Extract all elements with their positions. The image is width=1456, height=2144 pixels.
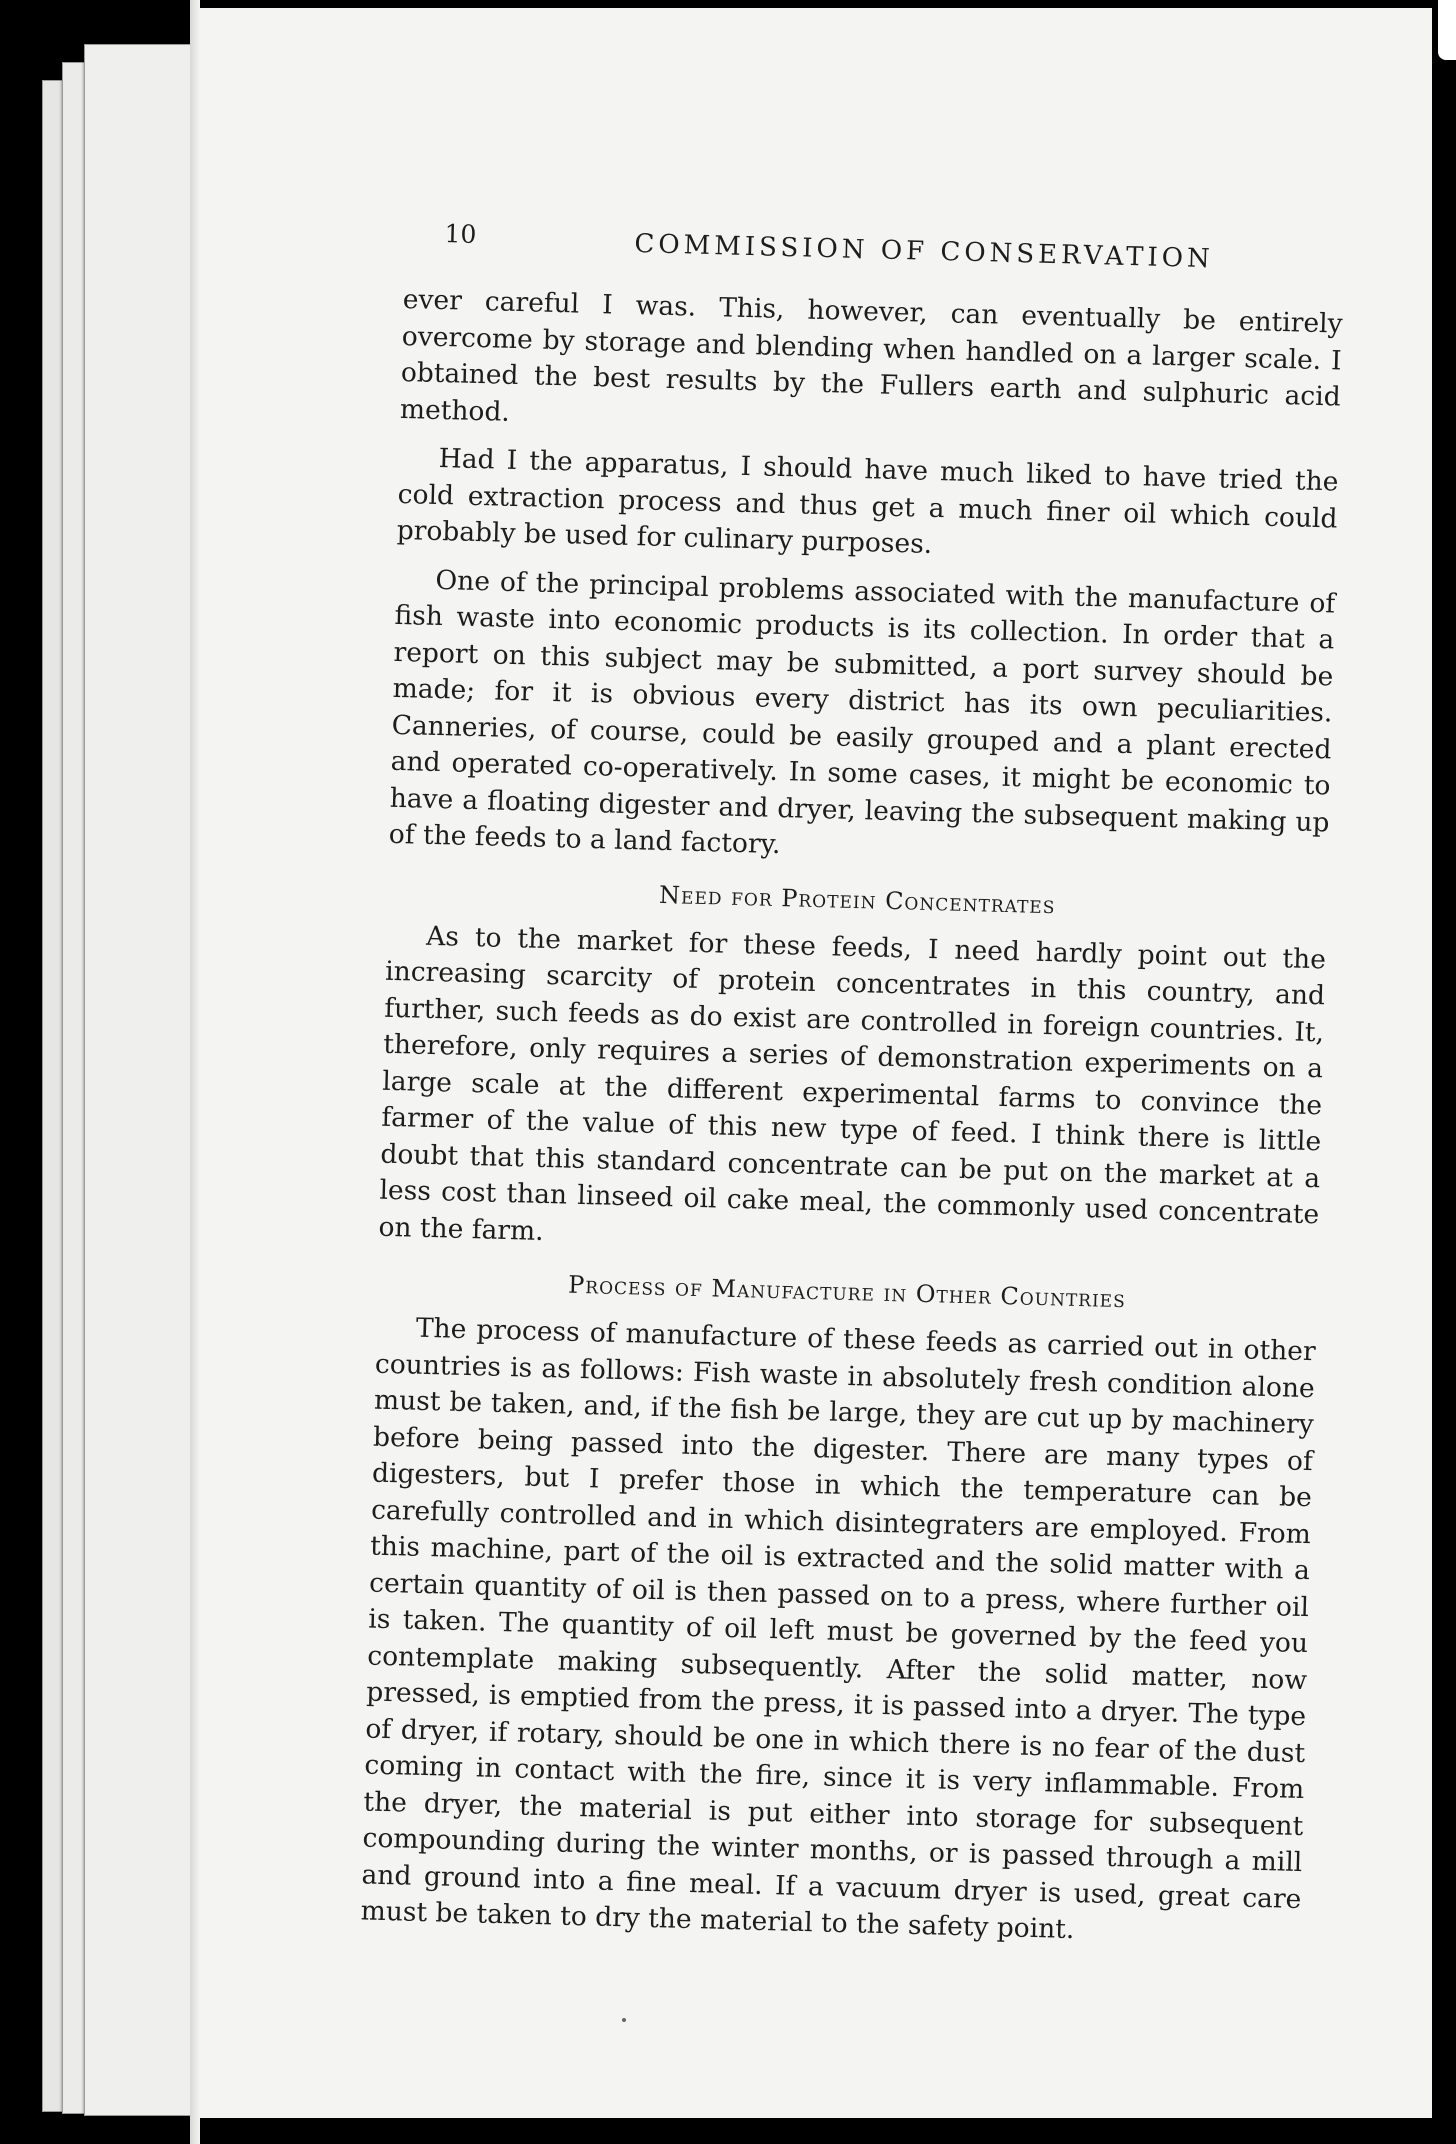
section-heading: Process of Manufacture in Other Countries: [567, 1270, 1127, 1314]
scan-border: [1432, 0, 1456, 2144]
scan-edge-mark: [1438, 0, 1456, 60]
body-paragraph: Had I the apparatus, I should have much liked to have tried the cold extraction process and thus get a much finer oil which could probably be used for culinary purposes.: [396, 442, 1339, 560]
body-paragraph: ever careful I was. This, however, can eventually be entirely overcome by storage and blending when handled on a larger scale. I obtained the best results by the Fullers earth and sulphuric acid method.: [399, 283, 1343, 428]
running-title: COMMISSION OF CONSERVATION: [634, 229, 1215, 275]
section-heading: Need for Protein Concentrates: [658, 880, 1056, 919]
page-content: [360, 218, 1345, 1967]
page-number: 10: [444, 219, 477, 249]
body-paragraph: One of the principal problems associated with the manufacture of fish waste into economic products is its collection. In order that a report on this subject may be submitted, a port survey should be made; for it is obvious every district has its own peculiarities. Canneries, of course, could be easily grouped and a plant erected and operated co-operatively. In some cases, it might be economic to have a floating digester and dryer, leaving the subsequent making up of the feeds to a land factory.: [388, 564, 1336, 861]
page-binding-shadow: [190, 0, 200, 2144]
body-paragraph: The process of manufacture of these feeds as carried out in other countries is as follows: Fish waste in absolutely fresh condition alone must be taken, and, if the fish be large, they are cut up by machinery before being passed into the digester. There are many types of digesters, but I prefer those in which the temperature can be carefully controlled and in which disintegraters are employed. From this machine, part of the oil is extracted and the solid matter with a certain quantity of oil is then passed on to a press, where further oil is taken. The quantity of oil left must be governed by the feed you contemplate making subsequently. After the solid matter, now pressed, is emptied from the press, it is passed into a dryer. The type of dryer, if rotary, should be one in which there is no fear of the dust coming in contact with the fire, since it is very inflammable. From the dryer, the material is put either into storage for subsequent compounding during the winter months, or is passed through a mill and ground into a fine meal. If a vacuum dryer is used, great care must be taken to dry the material to the safety point.: [360, 1312, 1317, 1946]
paper-speck: [622, 2018, 626, 2022]
body-paragraph: As to the market for these feeds, I need hardly point out the increasing scarcity of protein concentrates in this country, and further, such feeds as do exist are controlled in foreign countries. It, therefore, only requires a series of demonstration experiments on a large scale at the different experimental farms to convince the farmer of the value of this new type of feed. I think there is little doubt that this standard concentrate can be put on the market at a less cost than linseed oil cake meal, the commonly used concentrate on the farm.: [378, 920, 1327, 1247]
